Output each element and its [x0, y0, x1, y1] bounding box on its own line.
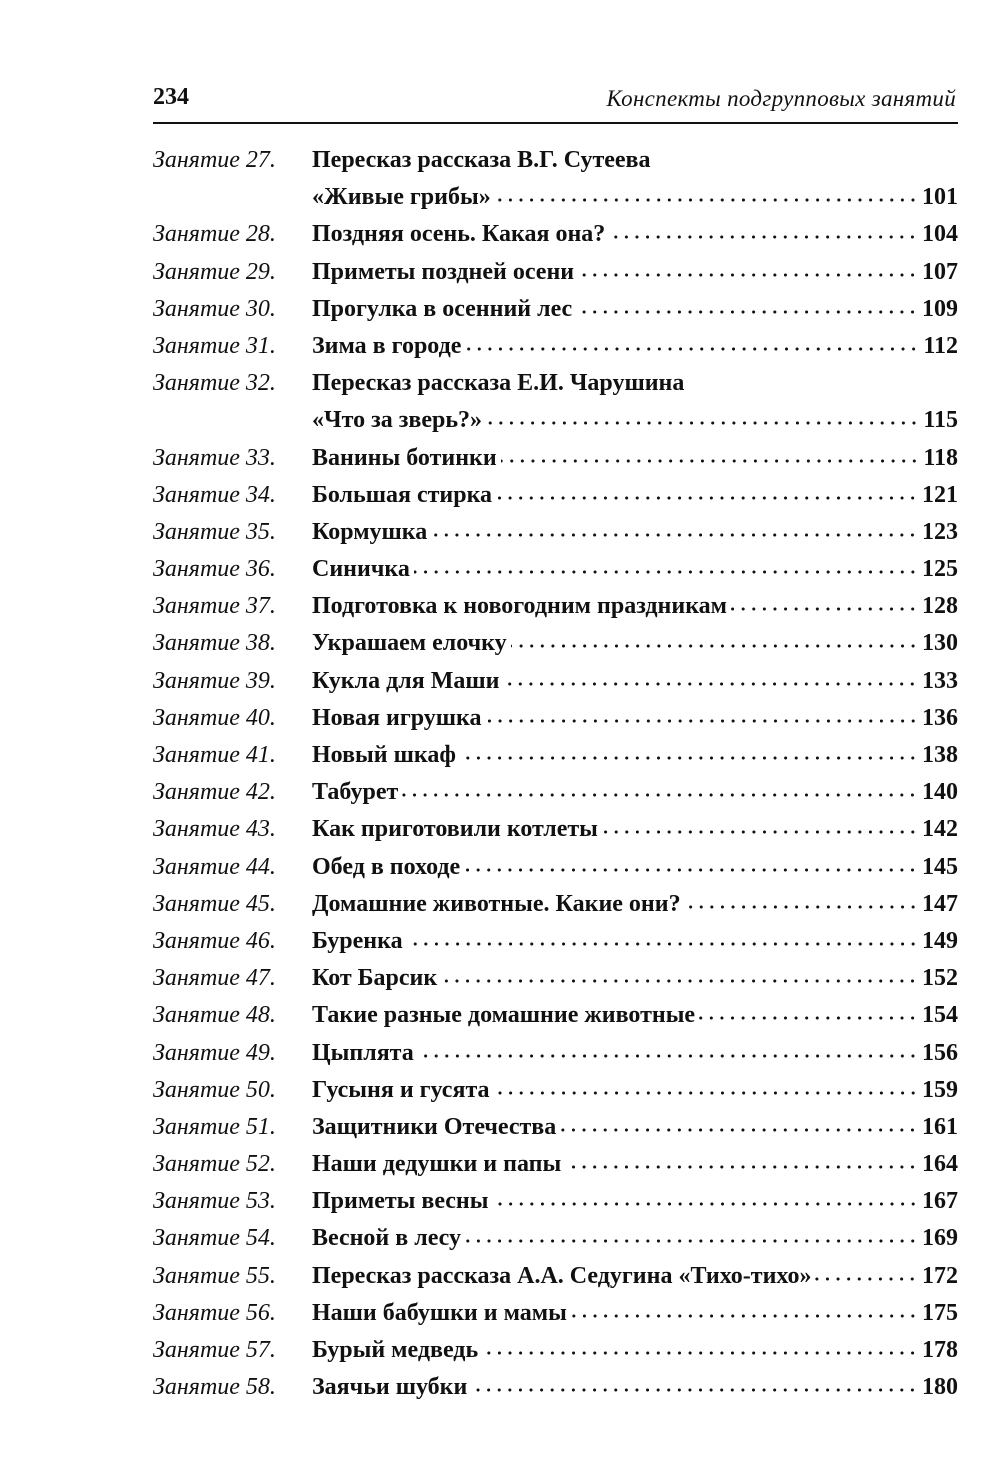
toc-entry	[153, 514, 958, 551]
toc-entry-title: Пересказ рассказа А.А. Седугина «Тихо-тихо»	[312, 1262, 812, 1289]
toc-entry-title: Как приготовили котлеты	[312, 816, 598, 843]
dot-leader	[578, 271, 918, 279]
toc-entry-title: Поздняя осень. Какая она?	[312, 221, 606, 248]
toc-entry-label: Занятие 33.	[153, 444, 276, 471]
toc-entry-title: Заячьи шубки	[312, 1374, 468, 1401]
toc-entry-title: Кормушка	[312, 518, 428, 545]
toc-entry-page: 115	[923, 407, 958, 434]
toc-line	[153, 1220, 958, 1257]
toc-line	[153, 625, 958, 662]
toc-entry-label: Занятие 54.	[153, 1225, 276, 1252]
dot-leader	[495, 196, 918, 204]
toc-entry-page: 142	[922, 816, 958, 843]
toc-entry-title: Весной в лесу	[312, 1225, 461, 1252]
toc-entry-page: 169	[922, 1225, 958, 1252]
toc-entry-title: Такие разные домашние животные	[312, 1002, 696, 1029]
dot-leader	[465, 1237, 918, 1245]
toc-entry-label: Занятие 53.	[153, 1188, 276, 1215]
toc-entry-title: Большая стирка	[312, 481, 493, 508]
dot-leader	[486, 717, 919, 725]
toc-entry-title: Наши дедушки и папы	[312, 1151, 562, 1178]
toc-entry	[153, 216, 958, 253]
toc-line	[153, 1146, 958, 1183]
toc-entry-page: 152	[922, 965, 958, 992]
running-title: Конспекты подгрупповых занятий	[606, 86, 956, 111]
dot-leader	[414, 568, 918, 576]
toc-entry-title: Новая игрушка	[312, 704, 482, 731]
toc-entry-label: Занятие 58.	[153, 1374, 276, 1401]
dot-leader	[465, 345, 919, 353]
toc-entry-label: Занятие 37.	[153, 593, 276, 620]
toc-entry-label: Занятие 35.	[153, 518, 276, 545]
toc-entry	[153, 365, 958, 439]
toc-entry-page: 112	[923, 332, 958, 359]
toc-line	[153, 365, 958, 402]
toc-line	[153, 1072, 958, 1109]
toc-entry-label: Занятие 55.	[153, 1262, 276, 1289]
toc-line	[153, 514, 958, 551]
toc-line	[153, 551, 958, 588]
toc-entry-page: 133	[922, 667, 958, 694]
toc-entry-label: Занятие 57.	[153, 1337, 276, 1363]
toc-entry-title: Приметы весны	[312, 1188, 489, 1215]
toc-line	[153, 960, 958, 997]
toc-entry	[153, 774, 958, 811]
dot-leader	[493, 1200, 919, 1208]
dot-leader	[441, 977, 918, 985]
toc-entry-label: Занятие 28.	[153, 221, 276, 248]
toc-entry-page: 149	[922, 927, 958, 954]
toc-entry-page: 136	[922, 704, 958, 731]
toc-entry-title: Гусыня и гусята	[312, 1076, 490, 1103]
toc-line	[153, 1183, 958, 1220]
toc-line	[153, 886, 958, 923]
toc-entry	[153, 625, 958, 662]
toc-entry-page: 107	[922, 258, 958, 285]
toc-line	[153, 774, 958, 811]
toc-line	[153, 849, 958, 886]
dot-leader	[571, 1312, 918, 1320]
toc-entry-title: Бурый медведь	[312, 1337, 479, 1363]
toc-entry-label: Занятие 47.	[153, 965, 276, 992]
toc-entry-page: 138	[922, 742, 958, 768]
toc-entry-label: Занятие 29.	[153, 258, 276, 285]
toc-entry-label: Занятие 52.	[153, 1151, 276, 1178]
toc-entry-page: 123	[922, 518, 958, 545]
toc-entry-label: Занятие 40.	[153, 704, 276, 731]
toc-entry-label: Занятие 36.	[153, 556, 276, 583]
toc-entry	[153, 477, 958, 514]
toc-line	[153, 1109, 958, 1146]
running-header	[153, 80, 958, 124]
toc-entry-label: Занятие 43.	[153, 816, 276, 843]
dot-leader	[501, 457, 920, 465]
toc-entry-label: Занятие 49.	[153, 1039, 276, 1066]
dot-leader	[486, 419, 919, 427]
toc-entry	[153, 588, 958, 625]
dot-leader	[496, 494, 918, 502]
toc-entry	[153, 923, 958, 960]
dot-leader	[685, 903, 918, 911]
toc-entry	[153, 254, 958, 291]
toc-entry	[153, 1035, 958, 1072]
toc-entry-page: 156	[922, 1039, 958, 1066]
toc-line	[153, 1295, 958, 1332]
toc-entry-label: Занятие 39.	[153, 667, 276, 694]
toc-line	[153, 1258, 958, 1295]
toc-entry-title: Пересказ рассказа Е.И. Чарушина	[312, 370, 685, 397]
toc-line	[153, 997, 958, 1034]
toc-entry-title: Новый шкаф	[312, 742, 456, 768]
toc-entry-page: 178	[922, 1337, 958, 1363]
toc-line	[153, 477, 958, 514]
toc-entry-title: Кукла для Маши	[312, 667, 500, 694]
toc-entry-label: Занятие 32.	[153, 370, 276, 397]
toc-entry-title: Зима в городе	[312, 332, 462, 359]
toc-entry-title-continued: «Живые грибы»	[312, 184, 491, 211]
dot-leader	[482, 1349, 918, 1357]
toc-entry-page: 159	[922, 1076, 958, 1103]
toc-entry	[153, 142, 958, 216]
toc-entry-page: 101	[922, 184, 958, 211]
toc-entry-label: Занятие 46.	[153, 927, 276, 954]
dot-leader	[699, 1014, 918, 1022]
toc-entry-title: Защитники Отечества	[312, 1113, 557, 1140]
toc-entry-page: 130	[922, 630, 958, 657]
toc-entry	[153, 328, 958, 365]
toc-entry	[153, 440, 958, 477]
toc-entry-label: Занятие 31.	[153, 332, 276, 359]
toc-entry-title: Ванины ботинки	[312, 444, 497, 471]
toc-line	[153, 254, 958, 291]
toc-line	[153, 291, 958, 328]
toc-entry-title: Обед в походе	[312, 853, 461, 880]
toc-entry	[153, 1332, 958, 1369]
dot-leader	[431, 531, 918, 539]
toc-line	[153, 142, 958, 179]
toc-entry-page: 140	[922, 779, 958, 806]
toc-entry-title: Цыплята	[312, 1039, 414, 1066]
toc-entry-label: Занятие 44.	[153, 853, 276, 880]
toc-entry	[153, 997, 958, 1034]
toc-entry-title: Приметы поздней осени	[312, 258, 575, 285]
toc-entry	[153, 663, 958, 700]
toc-entry-page: 164	[922, 1151, 958, 1178]
page-number: 234	[153, 84, 189, 110]
dot-leader	[494, 1089, 918, 1097]
toc-entry-title: Синичка	[312, 556, 410, 583]
toc-line	[153, 663, 958, 700]
toc-entry-title: Табурет	[312, 779, 399, 806]
dot-leader	[407, 940, 918, 948]
toc-entry-label: Занятие 56.	[153, 1299, 276, 1326]
toc-entry	[153, 1146, 958, 1183]
toc-entry-page: 145	[922, 853, 958, 880]
toc-entry-label: Занятие 41.	[153, 742, 276, 768]
toc-entry	[153, 1109, 958, 1146]
toc-entry	[153, 291, 958, 328]
toc-entry-page: 104	[922, 221, 958, 248]
toc-entry-page: 180	[922, 1374, 958, 1401]
toc-line	[153, 328, 958, 365]
dot-leader	[560, 1126, 918, 1134]
toc-entry-page: 154	[922, 1002, 958, 1029]
dot-leader	[609, 233, 918, 241]
toc-line	[153, 737, 958, 774]
toc-line-continuation	[153, 402, 958, 439]
dot-leader	[815, 1275, 918, 1283]
toc-entry-page: 125	[922, 556, 958, 583]
toc-entry	[153, 1295, 958, 1332]
toc-entry-page: 121	[922, 481, 958, 508]
dot-leader	[503, 680, 918, 688]
toc-entry-label: Занятие 48.	[153, 1002, 276, 1029]
dot-leader	[464, 866, 918, 874]
toc-line	[153, 1035, 958, 1072]
toc-entry-label: Занятие 30.	[153, 295, 276, 322]
dot-leader	[402, 791, 918, 799]
toc-line	[153, 700, 958, 737]
toc-entry	[153, 737, 958, 774]
table-of-contents	[153, 142, 958, 1406]
toc-entry	[153, 1072, 958, 1109]
toc-entry-page: 128	[922, 593, 958, 620]
toc-entry-title: Пересказ рассказа В.Г. Сутеева	[312, 147, 651, 173]
toc-entry-page: 172	[922, 1262, 958, 1289]
toc-line-continuation	[153, 179, 958, 216]
toc-line	[153, 1332, 958, 1369]
dot-leader	[576, 308, 918, 316]
toc-entry	[153, 886, 958, 923]
toc-entry-label: Занятие 38.	[153, 630, 276, 657]
toc-entry-title: Наши бабушки и мамы	[312, 1299, 567, 1326]
toc-line	[153, 588, 958, 625]
toc-entry-title: Подготовка к новогодним праздникам	[312, 593, 728, 620]
toc-entry	[153, 960, 958, 997]
toc-entry-page: 175	[922, 1299, 958, 1326]
toc-entry	[153, 1220, 958, 1257]
toc-entry-label: Занятие 34.	[153, 481, 276, 508]
toc-entry-title: Прогулка в осенний лес	[312, 295, 573, 322]
toc-entry-page: 167	[922, 1188, 958, 1215]
toc-entry-title: Кот Барсик	[312, 965, 438, 992]
dot-leader	[731, 605, 918, 613]
toc-line	[153, 811, 958, 848]
toc-entry-label: Занятие 45.	[153, 890, 276, 917]
toc-entry-page: 118	[923, 444, 958, 471]
toc-line	[153, 216, 958, 253]
toc-entry	[153, 551, 958, 588]
dot-leader	[602, 828, 918, 836]
toc-entry	[153, 849, 958, 886]
toc-line	[153, 440, 958, 477]
dot-leader	[471, 1386, 918, 1394]
dot-leader	[418, 1052, 918, 1060]
toc-entry	[153, 1258, 958, 1295]
toc-line	[153, 1369, 958, 1406]
toc-entry-title: Домашние животные. Какие они?	[312, 890, 681, 917]
dot-leader	[460, 754, 918, 762]
toc-entry	[153, 1183, 958, 1220]
toc-entry-label: Занятие 51.	[153, 1113, 276, 1140]
toc-entry-title: Буренка	[312, 927, 403, 954]
toc-entry	[153, 1369, 958, 1406]
toc-entry-page: 161	[922, 1113, 958, 1140]
toc-entry-page: 147	[922, 890, 958, 917]
toc-entry	[153, 811, 958, 848]
toc-entry-title: Украшаем елочку	[312, 630, 507, 657]
toc-entry-page: 109	[922, 295, 958, 322]
dot-leader	[511, 642, 918, 650]
toc-entry-label: Занятие 27.	[153, 147, 276, 173]
toc-entry-label: Занятие 50.	[153, 1076, 276, 1103]
toc-entry-title-continued: «Что за зверь?»	[312, 407, 483, 434]
toc-line	[153, 923, 958, 960]
toc-entry	[153, 700, 958, 737]
toc-entry-label: Занятие 42.	[153, 779, 276, 806]
dot-leader	[565, 1163, 918, 1171]
